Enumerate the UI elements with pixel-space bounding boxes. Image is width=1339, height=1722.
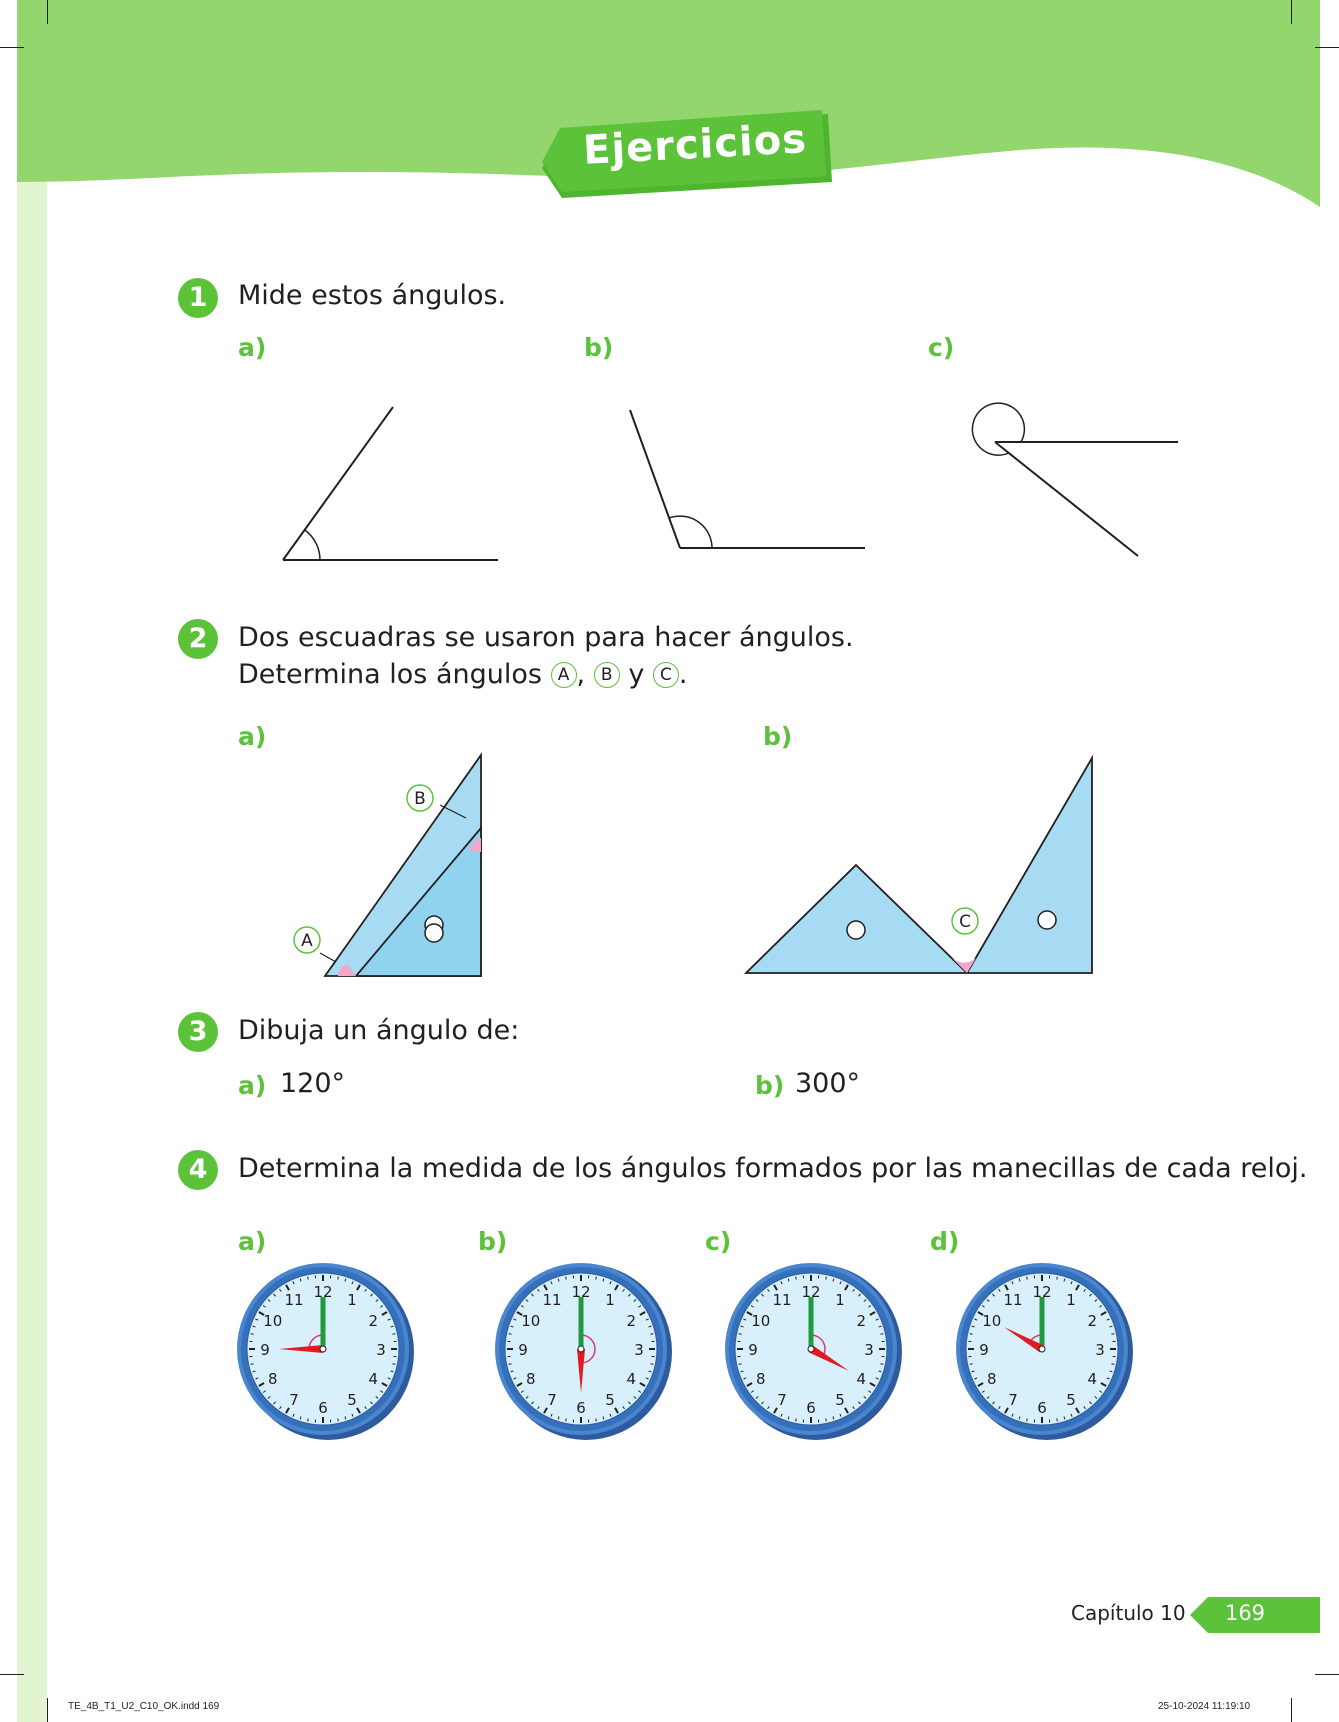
clock-number: 6 (1037, 1399, 1047, 1417)
exercise-number-2: 2 (178, 619, 218, 659)
crop-mark (1291, 0, 1292, 24)
exercise-1-text: Mide estos ángulos. (238, 280, 507, 311)
ex2-sep1: , (576, 659, 586, 690)
clock-number: 2 (856, 1312, 867, 1330)
page-title: Ejercicios (581, 116, 809, 174)
clock-number: 8 (525, 1370, 536, 1388)
ex3-value-a: 120° (280, 1068, 346, 1099)
exercise-2-text: Dos escuadras se usaron para hacer ángulos. (238, 622, 854, 653)
clock-number: 12 (801, 1283, 821, 1301)
clock-number: 1 (835, 1290, 845, 1309)
ex2-set-squares-b (740, 748, 1100, 980)
ex1-angle-c (950, 400, 1190, 565)
clock-number: 10 (263, 1312, 283, 1330)
clock-number: 3 (864, 1341, 874, 1359)
chapter-label: Capítulo 10 (1071, 1601, 1186, 1625)
clock-number: 5 (835, 1391, 845, 1410)
clock-number: 6 (576, 1399, 586, 1417)
angle-letter-c: C (653, 662, 679, 688)
clock-number: 1 (605, 1290, 615, 1309)
ex4-label-d: d) (930, 1227, 960, 1256)
clock-number: 10 (982, 1312, 1002, 1330)
clock-number: 8 (755, 1370, 766, 1388)
ex2-end: . (678, 659, 688, 690)
clock-number: 7 (547, 1391, 557, 1410)
clock-number: 7 (777, 1391, 787, 1410)
exercise-4-text: Determina la medida de los ángulos formados por las manecillas de cada reloj. (238, 1153, 1308, 1184)
timestamp: 25-10-2024 11:19:10 (1158, 1701, 1251, 1712)
exercise-number-3: 3 (178, 1012, 218, 1052)
clock-d (947, 1254, 1137, 1444)
ex2-set-squares-a (290, 740, 510, 985)
crop-mark (47, 0, 48, 24)
ex1-angle-b (620, 400, 870, 560)
clock-number: 11 (772, 1290, 792, 1309)
clock-number: 12 (571, 1283, 591, 1301)
clock-number: 3 (1095, 1341, 1105, 1359)
exercise-number-4: 4 (178, 1150, 218, 1190)
exercise-3-text: Dibuja un ángulo de: (238, 1015, 520, 1046)
clock-number: 8 (267, 1370, 278, 1388)
clock-number: 8 (986, 1370, 997, 1388)
clock-number: 2 (368, 1312, 379, 1330)
clock-number: 9 (260, 1341, 270, 1359)
exercise-2-text-line2 (238, 659, 687, 690)
ex4-label-c: c) (705, 1227, 732, 1256)
clock-number: 3 (634, 1341, 644, 1359)
crop-mark (0, 1674, 24, 1675)
clock-number: 11 (1003, 1290, 1023, 1309)
crop-mark (1315, 1674, 1339, 1675)
page-number: 169 (1224, 1601, 1266, 1625)
side-strip (17, 0, 47, 1722)
page-number-tab (1190, 1597, 1320, 1633)
ex2-sep2: y (628, 659, 645, 690)
clock-number: 4 (856, 1370, 867, 1388)
clock-c (716, 1254, 906, 1444)
clock-b (486, 1254, 676, 1444)
angle-letter-a: A (551, 662, 577, 688)
crop-mark (1315, 47, 1339, 48)
ex3-label-b: b) (755, 1071, 785, 1100)
file-name: TE_4B_T1_U2_C10_OK.indd 169 (68, 1701, 220, 1712)
clock-number: 12 (313, 1283, 333, 1301)
clock-number: 7 (1008, 1391, 1018, 1410)
fig-label-b: B (414, 789, 426, 809)
clock-number: 7 (289, 1391, 299, 1410)
crop-mark (1291, 1698, 1292, 1722)
clock-number: 2 (1087, 1312, 1098, 1330)
ex2-label-b: b) (763, 722, 793, 751)
ex2-prefix: Determina los ángulos (238, 659, 542, 690)
clock-number: 5 (347, 1391, 357, 1410)
ex1-label-a: a) (238, 333, 267, 362)
clock-number: 1 (1066, 1290, 1076, 1309)
ex4-label-b: b) (478, 1227, 508, 1256)
clock-number: 10 (751, 1312, 771, 1330)
exercise-number-1: 1 (178, 278, 218, 318)
angle-letter-b: B (594, 662, 620, 688)
clock-number: 9 (979, 1341, 989, 1359)
ex4-label-a: a) (238, 1227, 267, 1256)
ex2-label-a: a) (238, 722, 267, 751)
clock-number: 3 (376, 1341, 386, 1359)
crop-mark (0, 47, 24, 48)
clock-number: 5 (605, 1391, 615, 1410)
clock-number: 2 (626, 1312, 637, 1330)
clock-number: 11 (284, 1290, 304, 1309)
fig-label-a: A (301, 931, 313, 951)
clock-number: 9 (748, 1341, 758, 1359)
clock-number: 11 (542, 1290, 562, 1309)
ex3-label-a: a) (238, 1071, 267, 1100)
clock-number: 10 (521, 1312, 541, 1330)
ex3-value-b: 300° (795, 1068, 861, 1099)
clock-number: 6 (806, 1399, 816, 1417)
ex1-angle-a (270, 395, 510, 570)
title-banner (540, 110, 832, 198)
clock-number: 4 (368, 1370, 379, 1388)
clock-number: 12 (1032, 1283, 1052, 1301)
ex1-label-c: c) (928, 333, 955, 362)
clock-number: 9 (518, 1341, 528, 1359)
clock-number: 4 (626, 1370, 637, 1388)
ex1-label-b: b) (584, 333, 614, 362)
crop-mark (47, 1698, 48, 1722)
clock-number: 5 (1066, 1391, 1076, 1410)
fig-label-c: C (959, 912, 971, 932)
clock-number: 1 (347, 1290, 357, 1309)
clock-number: 4 (1087, 1370, 1098, 1388)
clock-a (228, 1254, 418, 1444)
clock-number: 6 (318, 1399, 328, 1417)
